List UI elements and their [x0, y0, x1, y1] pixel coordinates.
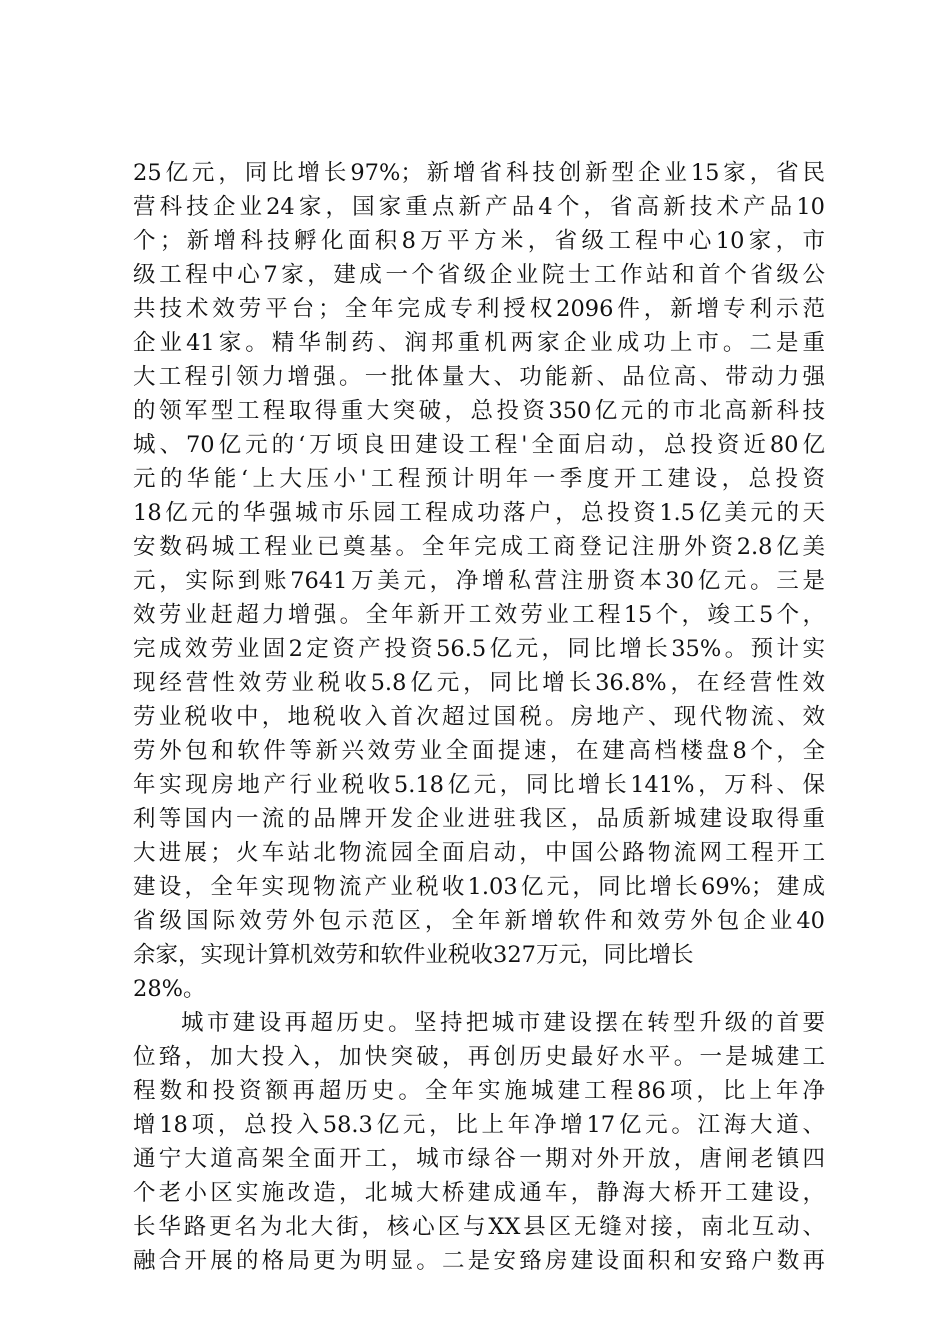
text-line: 营科技企业24家，国家重点新产品4个，省高新技术产品10: [133, 194, 825, 220]
text-line: 劳业税收中，地税收入首次超过国税。房地产、现代物流、效: [133, 704, 825, 730]
text-line: 共技术效劳平台；全年完成专利授权2096件，新增专利示范: [133, 296, 825, 322]
text-line: 安数码城工程业已奠基。全年完成工商登记注册外资2.8亿美: [133, 534, 825, 560]
text-line: 融合开展的格局更为明显。二是安臵房建设面积和安臵户数再: [133, 1248, 825, 1274]
text-line: 城、70亿元的‘万顷良田建设工程'全面启动，总投资近80亿: [133, 432, 825, 458]
text-line: 效劳业赶超力增强。全年新开工效劳业工程15个，竣工5个，: [133, 602, 825, 628]
text-line: 年实现房地产行业税收5.18亿元，同比增长141%，万科、保: [133, 772, 825, 798]
text-line: 建设，全年实现物流产业税收1.03亿元，同比增长69%；建成: [133, 874, 825, 900]
text-line: 位臵，加大投入，加快突破，再创历史最好水平。一是城建工: [133, 1044, 825, 1070]
text-line: 劳外包和软件等新兴效劳业全面提速，在建高档楼盘8个，全: [133, 738, 825, 764]
text-line: 级工程中心7家，建成一个省级企业院士工作站和首个省级公: [133, 262, 825, 288]
text-line: 完成效劳业固2定资产投资56.5亿元，同比增长35%。预计实: [133, 636, 825, 662]
text-line: 个；新增科技孵化面积8万平方米，省级工程中心10家，市: [133, 228, 825, 254]
text-line: 现经营性效劳业税收5.8亿元，同比增长36.8%，在经营性效: [133, 670, 825, 696]
text-line: 的领军型工程取得重大突破，总投资350亿元的市北高新科技: [133, 398, 825, 424]
text-line: 长华路更名为北大街，核心区与XX县区无缝对接，南北互动、: [133, 1214, 825, 1240]
body-text: [133, 156, 833, 1278]
text-line: 增18项，总投入58.3亿元，比上年净增17亿元。江海大道、: [133, 1112, 825, 1138]
text-line: 元，实际到账7641万美元，净增私营注册资本30亿元。三是: [133, 568, 825, 594]
text-line: 利等国内一流的品牌开发企业进驻我区，品质新城建设取得重: [133, 806, 825, 832]
text-line: 余家，实现计算机效劳和软件业税收327万元，同比增长: [133, 942, 694, 968]
text-line: 18亿元的华强城市乐园工程成功落户，总投资1.5亿美元的天: [133, 500, 825, 526]
text-line: 大进展；火车站北物流园全面启动，中国公路物流网工程开工: [133, 840, 825, 866]
text-line: 通宁大道高架全面开工，城市绿谷一期对外开放，唐闸老镇四: [133, 1146, 825, 1172]
text-line: 28%。: [133, 976, 206, 1002]
text-line: 元的华能‘上大压小'工程预计明年一季度开工建设，总投资: [133, 466, 825, 492]
text-line: 企业41家。精华制药、润邦重机两家企业成功上市。二是重: [133, 330, 825, 356]
text-line: 大工程引领力增强。一批体量大、功能新、品位高、带动力强: [133, 364, 825, 390]
text-line: 程数和投资额再超历史。全年实施城建工程86项，比上年净: [133, 1078, 825, 1104]
paragraph-first-line: 城市建设再超历史。坚持把城市建设摆在转型升级的首要: [181, 1010, 825, 1036]
text-line: 省级国际效劳外包示范区，全年新增软件和效劳外包企业40: [133, 908, 825, 934]
text-line: 个老小区实施改造，北城大桥建成通车，静海大桥开工建设，: [133, 1180, 825, 1206]
text-line: 25亿元，同比增长97%；新增省科技创新型企业15家，省民: [133, 160, 825, 186]
